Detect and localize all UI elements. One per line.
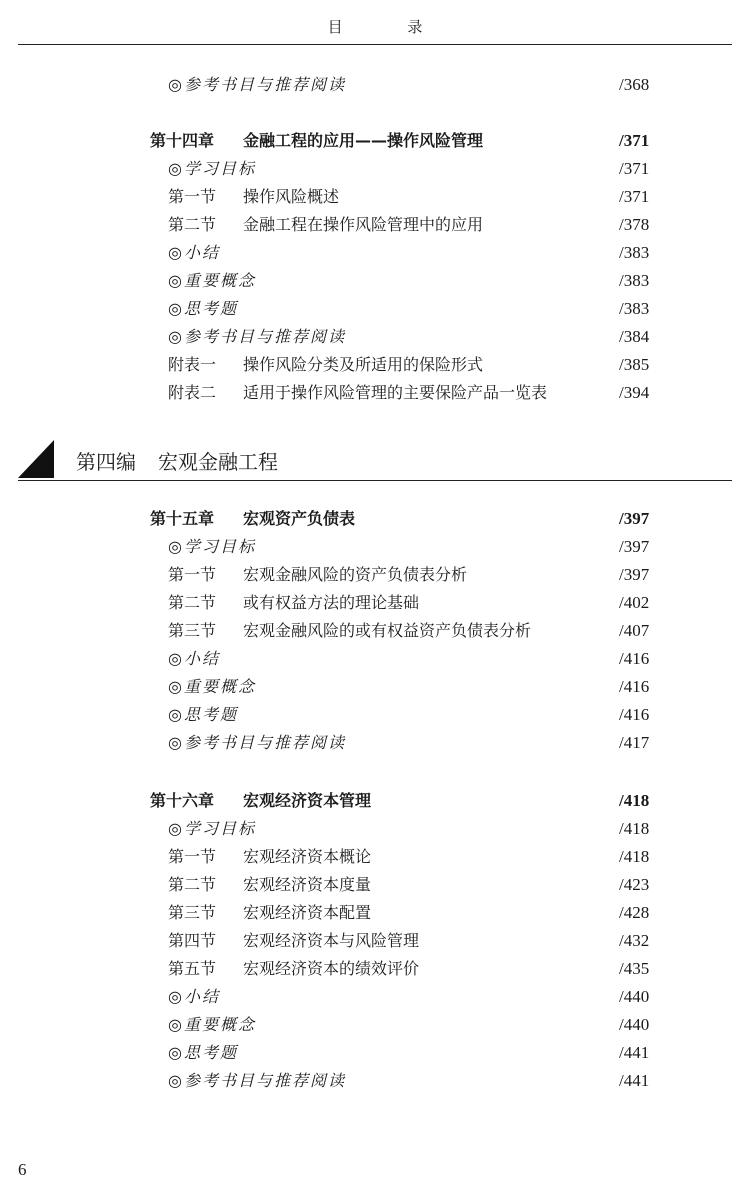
toc-page-number: /435 <box>619 959 650 978</box>
toc-label: 第五节 <box>168 959 217 978</box>
toc-section-row[interactable] <box>0 183 750 211</box>
toc-label: ◎重要概念 <box>168 1015 256 1034</box>
toc-item-row[interactable] <box>0 701 750 729</box>
toc-label: 第一节 <box>168 187 217 206</box>
toc-page-number: /384 <box>619 327 650 346</box>
header-rule <box>18 44 732 45</box>
toc-page-number: /383 <box>619 243 650 262</box>
toc-page-number: /432 <box>619 931 650 950</box>
toc-item-row[interactable] <box>0 155 750 183</box>
page-number: 6 <box>18 1160 27 1179</box>
part-banner <box>18 440 732 481</box>
part-name: 宏观金融工程 <box>158 450 278 474</box>
toc-label: 第二节 <box>168 593 217 612</box>
toc-label: 第十六章 <box>150 791 215 810</box>
toc-page-number: /378 <box>619 215 650 234</box>
toc-page-number: /441 <box>619 1071 650 1090</box>
toc-label: 附表一 <box>168 355 217 374</box>
toc-label: ◎学习目标 <box>168 159 256 178</box>
toc-page-number: /428 <box>619 903 650 922</box>
toc-title: 宏观经济资本与风险管理 <box>243 931 420 950</box>
toc-page-number: /418 <box>619 847 650 866</box>
toc-section-row[interactable] <box>0 561 750 589</box>
toc-page-number: /385 <box>619 355 650 374</box>
toc-item-row[interactable] <box>0 323 750 351</box>
toc-page-number: /407 <box>619 621 650 640</box>
toc-section-row[interactable] <box>0 871 750 899</box>
toc-page-number: /368 <box>619 75 650 94</box>
toc-title: 宏观资产负债表 <box>243 509 356 528</box>
toc-title: 操作风险概述 <box>243 187 340 206</box>
toc-chapter-row[interactable] <box>0 505 750 533</box>
toc-label: 第三节 <box>168 621 217 640</box>
toc-page-number: /397 <box>619 565 650 584</box>
toc-page-number: /416 <box>619 705 650 724</box>
toc-section-row[interactable] <box>0 211 750 239</box>
toc-section-row[interactable] <box>0 927 750 955</box>
toc-item-row[interactable] <box>0 983 750 1011</box>
toc-label: 第三节 <box>168 903 217 922</box>
toc-title: 宏观经济资本管理 <box>243 791 372 810</box>
toc-section-row[interactable] <box>0 955 750 983</box>
toc-item-row[interactable] <box>0 645 750 673</box>
toc-item-row[interactable] <box>0 239 750 267</box>
toc-label: 第十四章 <box>150 131 215 150</box>
toc-title: 适用于操作风险管理的主要保险产品一览表 <box>243 383 548 402</box>
toc-label: 第一节 <box>168 565 217 584</box>
toc-label: ◎小结 <box>168 649 220 668</box>
toc-label: ◎参考书目与推荐阅读 <box>168 75 346 94</box>
toc-title: 或有权益方法的理论基础 <box>243 593 420 612</box>
toc-title: 宏观经济资本概论 <box>243 847 372 866</box>
toc-item-row[interactable] <box>0 533 750 561</box>
toc-title: 宏观金融风险的或有权益资产负债表分析 <box>243 621 532 640</box>
toc-label: 第二节 <box>168 875 217 894</box>
toc-page-number: /418 <box>619 791 650 810</box>
toc-title: 操作风险分类及所适用的保险形式 <box>243 355 484 374</box>
toc-page-number: /383 <box>619 271 650 290</box>
toc-item-row[interactable] <box>0 815 750 843</box>
toc-page-number: /397 <box>619 537 650 556</box>
toc-item-row[interactable] <box>0 1011 750 1039</box>
toc-page-number: /371 <box>619 159 650 178</box>
toc-page-number: /423 <box>619 875 650 894</box>
toc-section-row[interactable] <box>0 899 750 927</box>
toc-section-row[interactable] <box>0 843 750 871</box>
toc-page-number: /371 <box>619 131 650 150</box>
toc-page-number: /441 <box>619 1043 650 1062</box>
running-head: 目 录 <box>327 18 453 36</box>
toc-title: 金融工程在操作风险管理中的应用 <box>243 215 484 234</box>
toc-label: 第二节 <box>168 215 217 234</box>
toc-page-number: /383 <box>619 299 650 318</box>
toc-page-number: /402 <box>619 593 650 612</box>
toc-item-row[interactable] <box>0 1067 750 1095</box>
toc-label: 附表二 <box>168 383 217 402</box>
toc-chapter-row[interactable] <box>0 787 750 815</box>
toc-item-row[interactable] <box>0 295 750 323</box>
toc-item-row[interactable] <box>0 267 750 295</box>
toc-title: 金融工程的应用——操作风险管理 <box>243 131 484 150</box>
toc-label: ◎重要概念 <box>168 677 256 696</box>
toc-page-number: /416 <box>619 677 650 696</box>
toc-page-number: /440 <box>619 1015 650 1034</box>
toc-page-number: /397 <box>619 509 650 528</box>
toc-label: ◎思考题 <box>168 299 238 318</box>
toc-label: 第四节 <box>168 931 217 950</box>
toc-label: ◎小结 <box>168 987 220 1006</box>
toc-item-row[interactable] <box>0 729 750 757</box>
toc-section-row[interactable] <box>0 617 750 645</box>
toc-page-number: /371 <box>619 187 650 206</box>
toc-label: ◎思考题 <box>168 1043 238 1062</box>
toc-chapter-row[interactable] <box>0 127 750 155</box>
toc-page-number: /416 <box>619 649 650 668</box>
toc-section-row[interactable] <box>0 379 750 407</box>
toc-page-number: /417 <box>619 733 650 752</box>
toc-page-number: /440 <box>619 987 650 1006</box>
toc-label: ◎学习目标 <box>168 537 256 556</box>
toc-title: 宏观经济资本的绩效评价 <box>243 959 420 978</box>
toc-title: 宏观经济资本配置 <box>243 903 372 922</box>
toc-label: 第十五章 <box>150 509 215 528</box>
toc-title: 宏观金融风险的资产负债表分析 <box>243 565 468 584</box>
toc-item-row[interactable] <box>0 71 750 99</box>
part-title <box>76 446 278 475</box>
part-triangle-icon <box>18 440 54 478</box>
toc-label: ◎参考书目与推荐阅读 <box>168 733 346 752</box>
toc-section-row[interactable] <box>0 589 750 617</box>
toc-title: 宏观经济资本度量 <box>243 875 372 894</box>
toc-item-row[interactable] <box>0 673 750 701</box>
toc-label: ◎参考书目与推荐阅读 <box>168 327 346 346</box>
toc-item-row[interactable] <box>0 1039 750 1067</box>
part-label: 第四编 <box>76 450 136 474</box>
toc-page-number: /418 <box>619 819 650 838</box>
toc-page-number: /394 <box>619 383 650 402</box>
toc-label: 第一节 <box>168 847 217 866</box>
toc-label: ◎学习目标 <box>168 819 256 838</box>
toc-label: ◎参考书目与推荐阅读 <box>168 1071 346 1090</box>
toc-label: ◎思考题 <box>168 705 238 724</box>
toc-section-row[interactable] <box>0 351 750 379</box>
toc-label: ◎小结 <box>168 243 220 262</box>
toc-label: ◎重要概念 <box>168 271 256 290</box>
